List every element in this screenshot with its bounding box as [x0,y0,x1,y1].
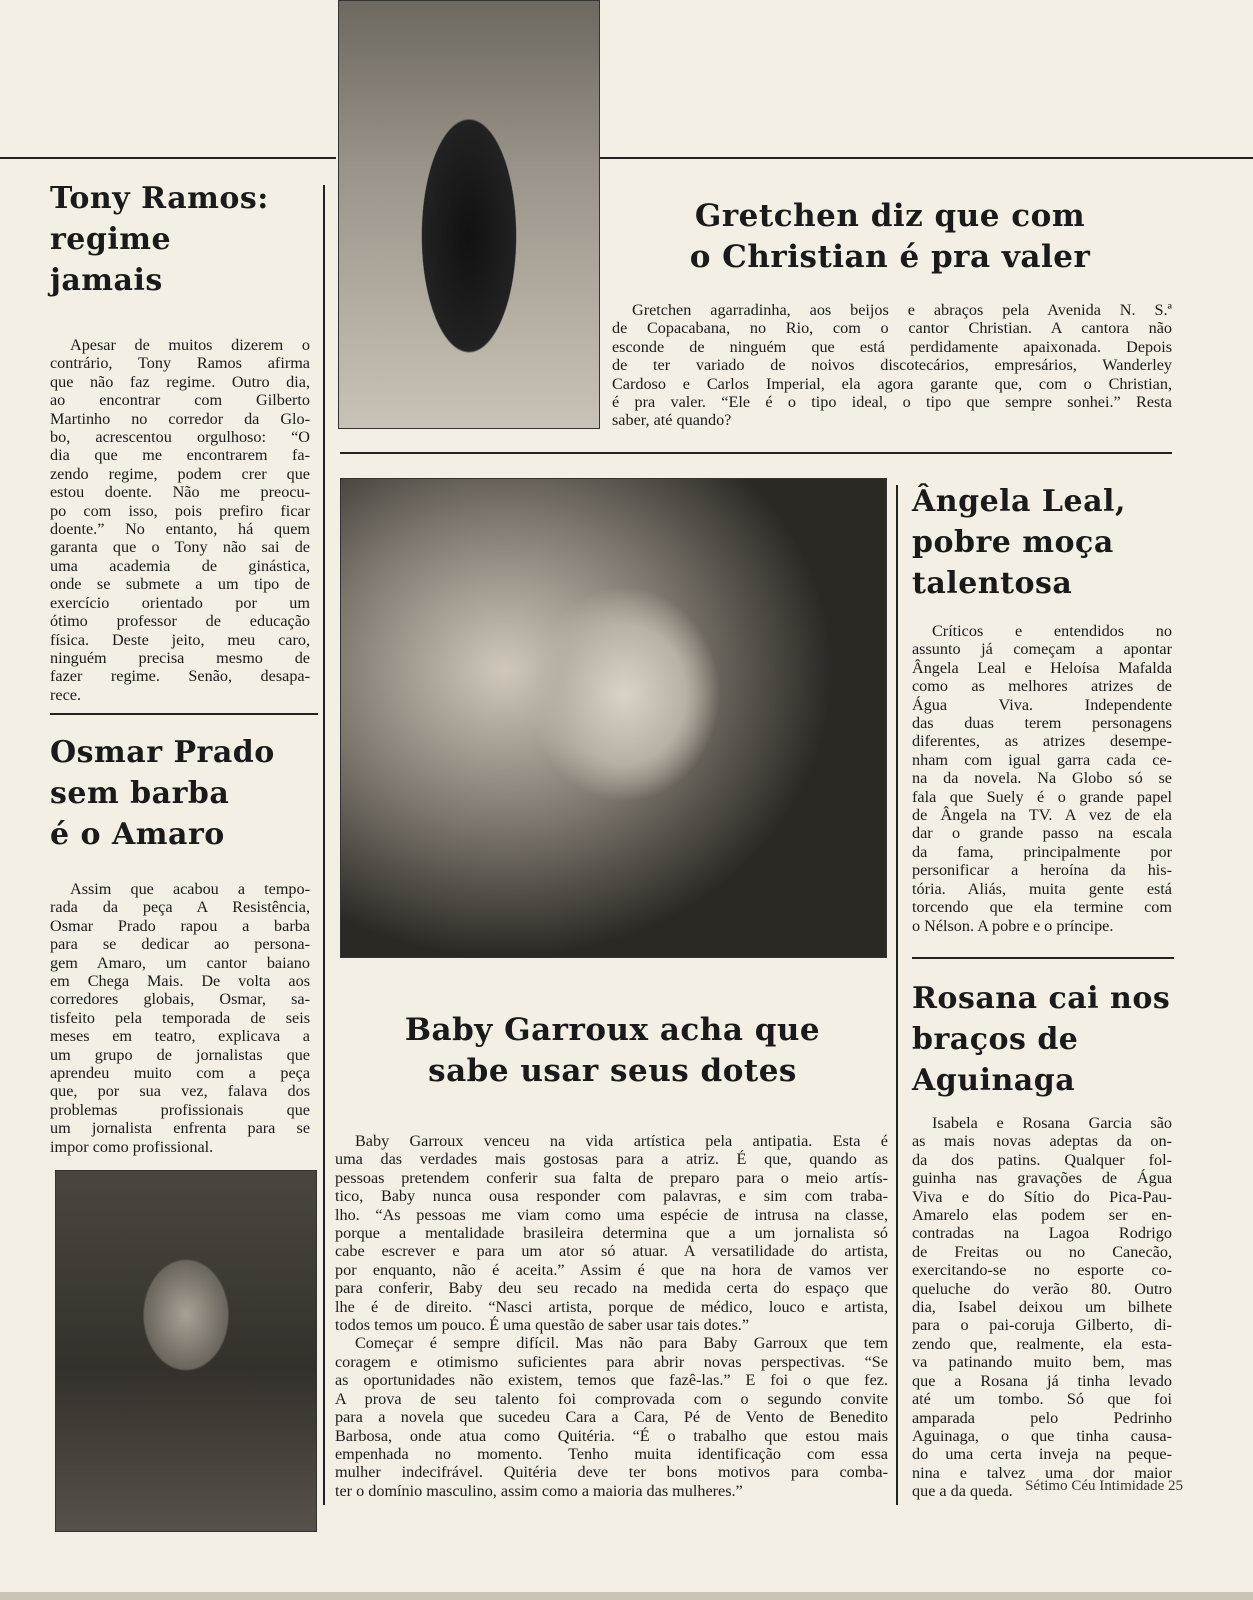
body-baby-garroux [335,1132,888,1500]
headline-line: Gretchen diz que com [694,198,1086,234]
body-line: po com isso, pois prefiro ficar [50,501,310,520]
photo-baby-garroux [340,478,887,958]
body-line: que a da queda. [912,1482,1013,1501]
body-line: uma das verdades mais gostosas para a atriz. É que, quando as [335,1150,888,1169]
body-line: lhe é de direito. “Nasci artista, porque de médico, louco e artista, [335,1297,888,1316]
body-line: aprendeu muito com a peça [50,1064,310,1083]
body-line: da dos patins. Qualquer fol- [912,1150,1172,1169]
body-line: diferentes, as atrizes desempe- [912,732,1172,751]
body-line: todos temos um pouco. É uma questão de saber usar tais dotes.” [335,1316,750,1335]
headline-line: Rosana cai nos [912,981,1171,1016]
body-line: do uma certa inveja na peque- [912,1445,1172,1464]
body-rosana [912,1114,1172,1501]
body-line: porque a mentalidade brasileira determina que a um jornalista só [335,1224,888,1243]
body-line: rada da peça A Resistência, [50,898,310,917]
headline-line: Tony Ramos: [50,181,269,216]
body-line: exercício orientado por um [50,593,310,612]
body-line: ao encontrar com Gilberto [50,391,310,410]
body-line: Osmar Prado rapou a barba [50,916,310,935]
body-line: lho. “As pessoas me viam como uma espécie de intrusa na classe, [335,1205,888,1224]
body-line: gem Amaro, um cantor baiano [50,953,310,972]
headline-line: sem barba [50,776,230,811]
body-line: tisfeito pela temporada de seis [50,1008,310,1027]
body-line: da fama, principalmente por [912,842,1172,861]
body-line: zendo que, realmente, ela esta- [912,1334,1172,1353]
body-line: queluche do verão 80. Outro [912,1279,1172,1298]
headline-rosana [912,978,1174,1101]
body-line: Assim que acabou a tempo- [70,880,310,898]
body-line: esconde de ninguém que está perdidamente apaixonada. Depois [612,337,1172,356]
column-rule-left [323,185,325,1505]
body-line: um grupo de jornalistas que [50,1045,310,1064]
body-line: Gretchen agarradinha, aos beijos e abraços pela Avenida N. S.ª [632,301,1172,319]
headline-line: sabe usar seus dotes [428,1053,797,1089]
body-line: Viva e do Sítio do Pica-Pau- [912,1187,1172,1206]
body-line: empenhada no momento. Tenho muita identificação com essa [335,1444,888,1463]
headline-line: pobre moça [912,525,1114,560]
body-line: va patinando muito bem, mas [912,1353,1172,1372]
body-line: dia, Isabel deixou um bilhete [912,1298,1172,1317]
body-line: cabe escrever e para um ator só atuar. A versatilidade do artista, [335,1242,888,1261]
body-line: Começar é sempre difícil. Mas não para Baby Garroux que tem [355,1334,888,1353]
rule-under-gretchen [340,452,1172,454]
body-line: pessoas pretendem conferir sua falta de preparo para o meio artís- [335,1168,888,1187]
body-line: contradas na Lagoa Rodrigo [912,1224,1172,1243]
body-line: de Copacabana, no Rio, com o cantor Christian. A cantora não [612,319,1172,338]
body-line: Cardoso e Carlos Imperial, ela agora garante que, com o Christian, [612,374,1172,393]
body-line: impor como profissional. [50,1137,214,1156]
body-line: para a novela que sucedeu Cara a Cara, Pé de Vento de Benedito [335,1408,888,1427]
headline-gretchen [610,196,1170,278]
body-line: corredores globais, Osmar, sa- [50,990,310,1009]
body-line: Ângela Leal e Heloísa Mafalda [912,658,1172,677]
body-line: dia que me encontrarem fa- [50,446,310,465]
body-line: de Freitas ou no Canecão, [912,1242,1172,1261]
body-line: na da novela. Na Globo só se [912,769,1172,788]
body-line: saber, até quando? [612,411,732,430]
body-line: uma academia de ginástica, [50,556,310,575]
headline-osmar-prado [50,732,315,855]
body-line: amparada pelo Pedrinho [912,1408,1172,1427]
body-line: que a Rosana já tinha levado [912,1371,1172,1390]
body-line: meses em teatro, explicava a [50,1027,310,1046]
headline-angela-leal [912,481,1174,604]
body-line: doente.” No entanto, há quem [50,520,310,539]
body-line: assunto já começam a apontar [912,640,1172,659]
body-line: coragem e otimismo suficientes para abrir novas perspectivas. “Se [335,1352,888,1371]
body-line: de Ângela na TV. A vez de ela [912,806,1172,825]
body-osmar-prado [50,880,310,1156]
body-line: Críticos e entendidos no [932,622,1172,640]
headline-tony-ramos [50,178,315,301]
body-line: Barbosa, onde atua como Quitéria. “É o trabalho que estou mais [335,1426,888,1445]
rule-under-tony [50,713,318,715]
headline-line: é o Amaro [50,817,225,852]
body-line: bo, acrescentou orgulhoso: “O [50,428,310,447]
body-line: o Nélson. A pobre e o príncipe. [912,916,1114,935]
page-edge [0,1592,1253,1600]
body-line: ter o domínio masculino, assim como a maioria das mulheres.” [335,1481,743,1500]
body-line: para conferir, Baby deu seu recado na medida certa do espaço que [335,1279,888,1298]
body-line: as oportunidades não existem, temos que fazê-las.” E foi o que fez. [335,1371,888,1390]
headline-baby-garroux [340,1010,885,1092]
body-line: ótimo professor de educação [50,612,310,631]
body-line: Martinho no corredor da Glo- [50,409,310,428]
top-rule-left [0,157,336,159]
body-line: Isabela e Rosana Garcia são [932,1114,1172,1132]
body-line: até um tombo. Só que foi [912,1390,1172,1409]
body-line: dar o grande passo na escala [912,824,1172,843]
headline-line: Ângela Leal, [912,484,1126,519]
body-line: como as melhores atrizes de [912,677,1172,696]
body-line: por enquanto, não é aceita.” Assim é que na hora de vamos ver [335,1260,888,1279]
body-line: para o pai-coruja Gilberto, di- [912,1316,1172,1335]
headline-line: Baby Garroux acha que [404,1012,821,1048]
headline-line: Aguinaga [912,1063,1076,1098]
page-folio: Sétimo Céu Intimidade 25 [1025,1478,1183,1494]
body-line: é pra valer. “Ele é o tipo ideal, o tipo que sempre sonhei.” Resta [612,393,1172,412]
body-line: contrário, Tony Ramos afirma [50,354,310,373]
headline-line: braços de [912,1022,1079,1057]
body-line: física. Deste jeito, meu caro, [50,630,310,649]
body-tony-ramos [50,336,310,704]
column-rule-center [896,485,898,1505]
body-line: Aguinaga, o que tinha causa- [912,1426,1172,1445]
body-line: guinha nas gravações de Água [912,1169,1172,1188]
photo-osmar-prado [55,1170,317,1532]
headline-line: Osmar Prado [50,735,275,770]
body-line: Baby Garroux venceu na vida artística pela antipatia. Esta é [355,1132,888,1150]
body-line: fala que Suely é o grande papel [912,787,1172,806]
body-line: problemas profissionais que [50,1100,310,1119]
body-line: fazer regime. Senão, desapa- [50,667,310,686]
body-line: Água Viva. Independente [912,695,1172,714]
body-line: as mais novas adeptas da on- [912,1132,1172,1151]
top-rule-right [598,157,1253,159]
headline-line: regime [50,222,172,257]
body-line: zendo regime, podem crer que [50,464,310,483]
rule-under-angela [912,957,1174,959]
body-line: onde se submete a um tipo de [50,575,310,594]
headline-line: jamais [50,263,163,298]
body-line: nina e talvez uma dor maior [912,1463,1172,1482]
body-line: que, por sua vez, falava dos [50,1082,310,1101]
body-line: mulher indecifrável. Quitéria deve ter bons motivos para comba- [335,1463,888,1482]
body-line: ninguém precisa mesmo de [50,648,310,667]
body-line: Apesar de muitos dizerem o [70,336,310,354]
body-line: tória. Aliás, muita gente está [912,879,1172,898]
headline-line: o Christian é pra valer [689,239,1091,275]
body-line: Amarelo elas podem ser en- [912,1206,1172,1225]
body-line: tico, Baby nunca ousa responder com palavras, e sim com traba- [335,1187,888,1206]
body-line: para se dedicar ao persona- [50,935,310,954]
headline-line: talentosa [912,566,1073,601]
body-angela-leal [912,622,1172,935]
body-line: exercitando-se no esporte co- [912,1261,1172,1280]
body-gretchen [612,301,1172,430]
body-line: das duas terem personagens [912,714,1172,733]
body-line: rece. [50,685,81,704]
body-line: em Chega Mais. De volta aos [50,972,310,991]
body-line: A prova de seu talento foi comprovada com o segundo convite [335,1389,888,1408]
body-line: um jornalista enfrenta para se [50,1119,310,1138]
photo-gretchen [338,0,600,429]
body-line: torcendo que ela termine com [912,898,1172,917]
body-line: personificar a heroína da his- [912,861,1172,880]
body-line: de ter variado de noivos discotecários, empresários, Wanderley [612,356,1172,375]
body-line: que não faz regime. Outro dia, [50,372,310,391]
body-line: estou doente. Não me preocu- [50,483,310,502]
body-line: garanta que o Tony não sai de [50,538,310,557]
body-line: nham com igual garra cada ce- [912,750,1172,769]
